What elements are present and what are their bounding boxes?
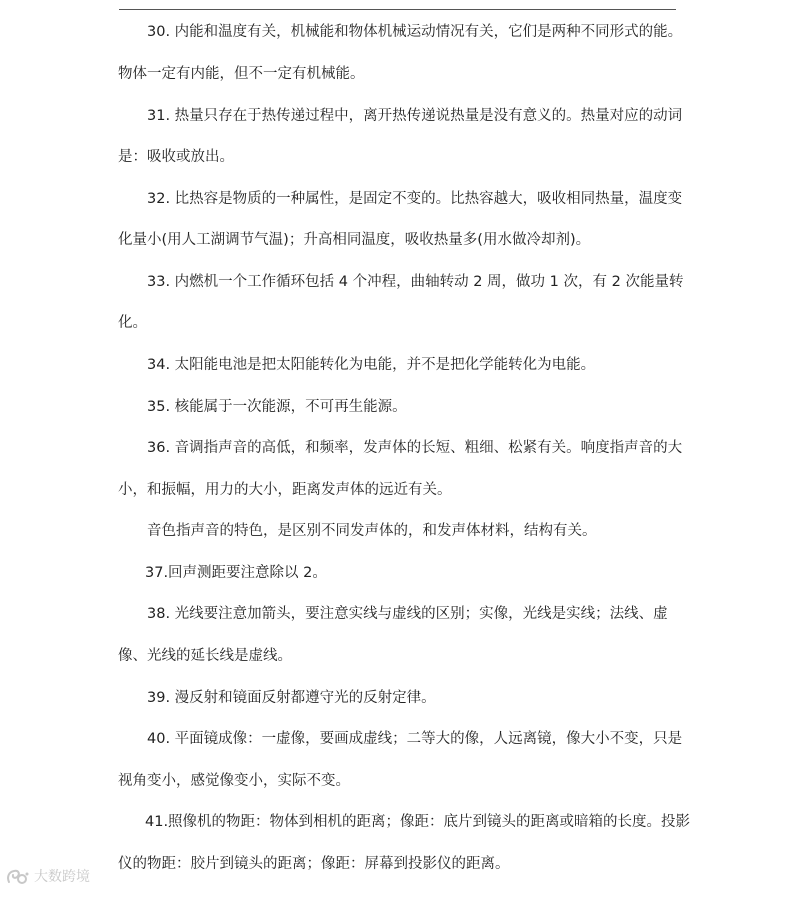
paragraph-30-line-2: 物体一定有内能，但不一定有机械能。 (118, 66, 365, 82)
paragraph-33-line-2: 化。 (118, 315, 147, 331)
paragraph-32-line-1: 32. 比热容是物质的一种属性，是固定不变的。比热容越大，吸收相同热量，温度变 (147, 191, 683, 207)
paragraph-41-line-2: 仪的物距：胶片到镜头的距离；像距：屏幕到投影仪的距离。 (118, 856, 510, 872)
paragraph-36-line-1: 36. 音调指声音的高低，和频率，发声体的长短、粗细、松紧有关。响度指声音的大 (147, 440, 683, 456)
paragraph-35: 35. 核能属于一次能源，不可再生能源。 (147, 399, 407, 415)
watermark-text: 大数跨境 (34, 869, 90, 885)
paragraph-37: 37.回声测距要注意除以 2。 (145, 565, 327, 581)
brand-logo-icon (6, 868, 30, 886)
paragraph-39: 39. 漫反射和镜面反射都遵守光的反射定律。 (147, 690, 436, 706)
paragraph-32-line-2: 化量小(用人工湖调节气温)；升高相同温度，吸收热量多(用水做冷却剂)。 (118, 232, 591, 248)
paragraph-31-line-2: 是：吸收或放出。 (118, 149, 234, 165)
paragraph-30-line-1: 30. 内能和温度有关，机械能和物体机械运动情况有关，它们是两种不同形式的能。 (147, 24, 683, 40)
paragraph-33-line-1: 33. 内燃机一个工作循环包括 4 个冲程，曲轴转动 2 周，做功 1 次，有 2 次能量转 (147, 274, 684, 290)
paragraph-41-line-1: 41.照像机的物距：物体到相机的距离；像距：底片到镜头的距离或暗箱的长度。投影 (145, 814, 691, 830)
paragraph-40-line-2: 视角变小，感觉像变小，实际不变。 (118, 773, 350, 789)
paragraph-36-line-2: 小，和振幅，用力的大小，距离发声体的远近有关。 (118, 482, 452, 498)
paragraph-31-line-1: 31. 热量只存在于热传递过程中，离开热传递说热量是没有意义的。热量对应的动词 (147, 108, 683, 124)
top-divider (119, 9, 676, 10)
paragraph-40-line-1: 40. 平面镜成像：一虚像，要画成虚线；二等大的像，人远离镜，像大小不变，只是 (147, 731, 683, 747)
watermark (6, 867, 90, 887)
paragraph-38-line-2: 像、光线的延长线是虚线。 (118, 648, 292, 664)
paragraph-34: 34. 太阳能电池是把太阳能转化为电能，并不是把化学能转化为电能。 (147, 357, 596, 373)
paragraph-36-line-3: 音色指声音的特色，是区别不同发声体的，和发声体材料，结构有关。 (147, 523, 597, 539)
paragraph-38-line-1: 38. 光线要注意加箭头，要注意实线与虚线的区别；实像，光线是实线；法线、虚 (147, 606, 668, 622)
